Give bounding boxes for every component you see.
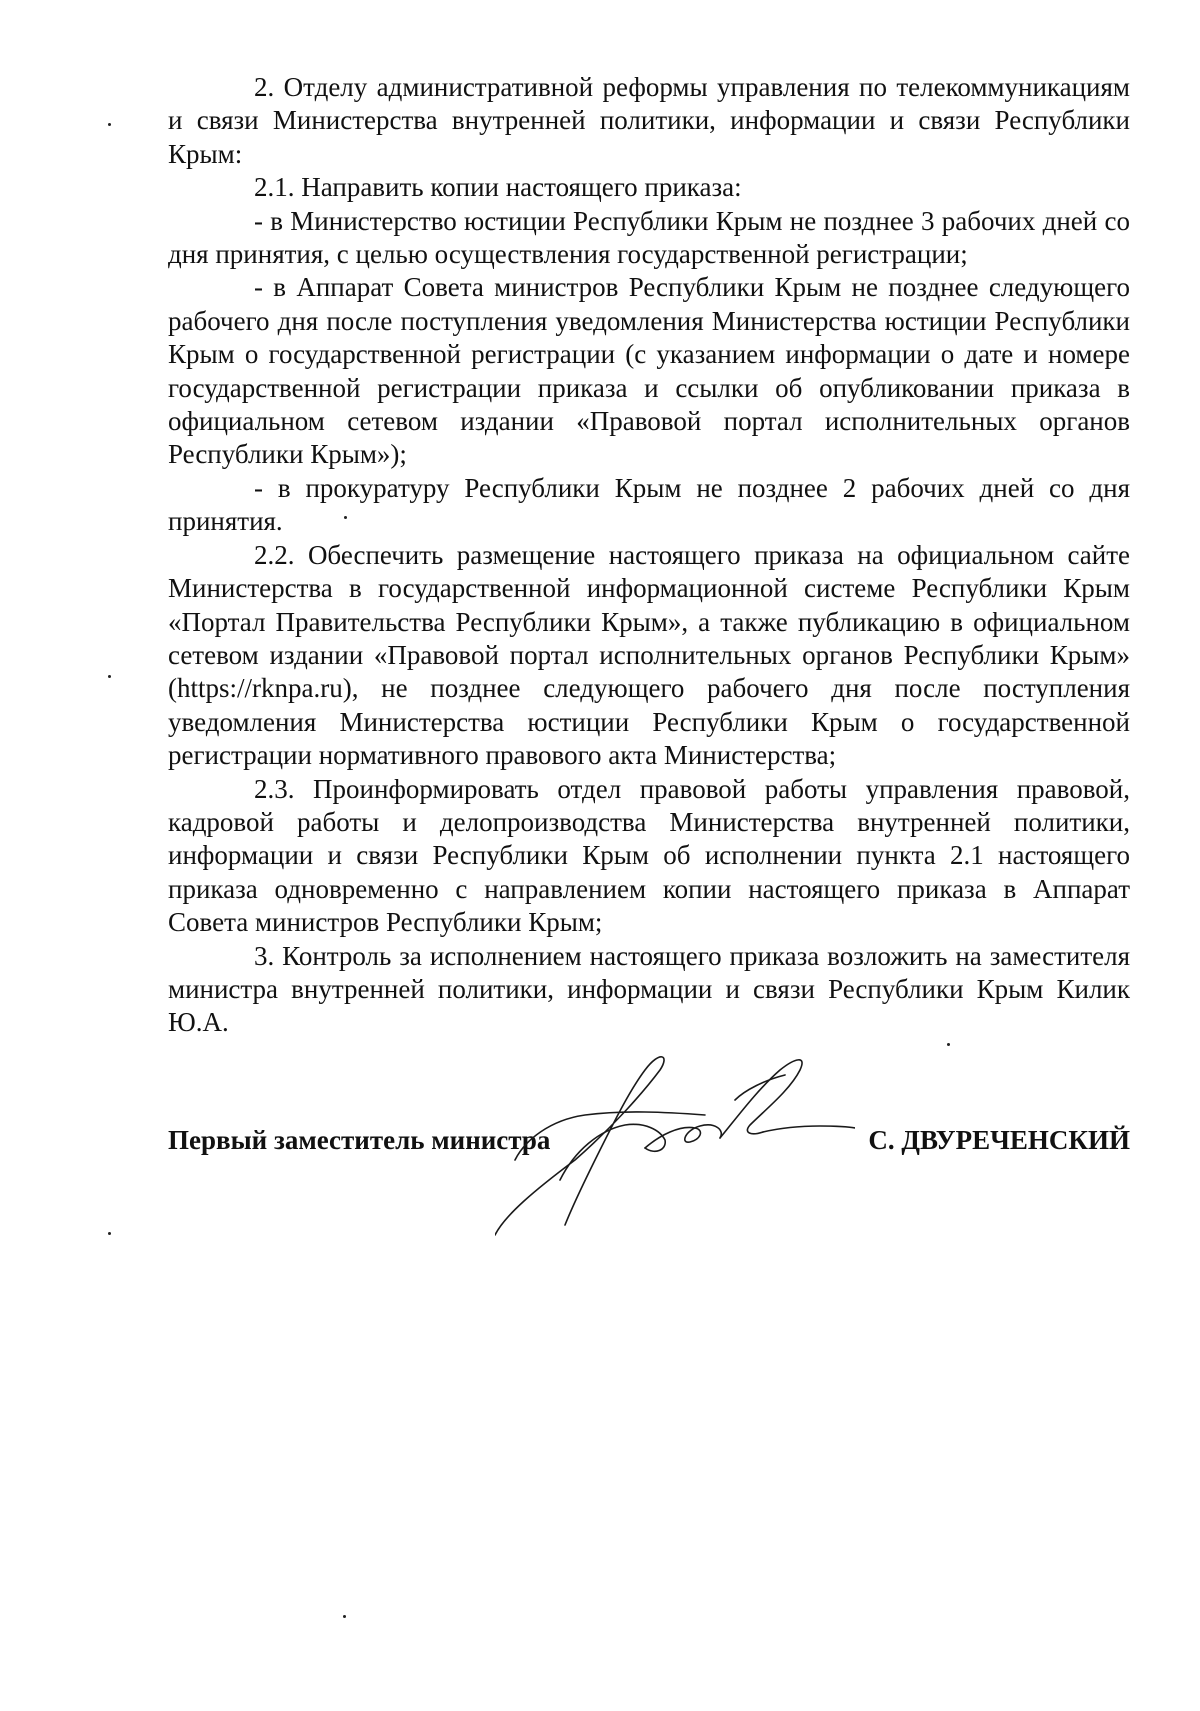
paragraph-2-3: 2.3. Проинформировать отдел правовой работы управления правовой, кадровой работы и делопроизводства Министерства внутренней политики, информации и связи Республики Крым об исполнении пункта 2.1 настоящего приказа одновременно с направлением копии настоящего приказа в Аппарат Совета министров Республики Крым; [168, 773, 1130, 938]
scan-artifact [344, 516, 347, 519]
scan-artifact [108, 1232, 111, 1235]
signatory-title: Первый заместитель министра [168, 1125, 551, 1155]
paragraph-3: 3. Контроль за исполнением настоящего приказа возложить на заместителя министра внутренней политики, информации и связи Республики Крым Килик Ю.А. [168, 940, 1130, 1038]
document-body [168, 71, 1130, 1040]
paragraph-2-1-a: - в Министерство юстиции Республики Крым не позднее 3 рабочих дней со дня принятия, с целью осуществления государственной регистрации; [168, 205, 1130, 270]
paragraph-2-2: 2.2. Обеспечить размещение настоящего приказа на официальном сайте Министерства в государственной информационной системе Республики Крым «Портал Правительства Республики Крым», а также публикацию в официальном сетевом издании «Правовой портал исполнительных органов Республики Крым» (https://rknpa.ru), не позднее следующего рабочего дня после поступления уведомления Министерства юстиции Республики Крым о государственной регистрации нормативного правового акта Министерства; [168, 539, 1130, 771]
handwritten-signature [495, 1030, 855, 1250]
paragraph-2: 2. Отделу административной реформы управления по телекоммуникациям и связи Министерства внутренней политики, информации и связи Республики Крым: [168, 72, 1130, 169]
paragraph-2-1-b: - в Аппарат Совета министров Республики Крым не позднее следующего рабочего дня после поступления уведомления Министерства юстиции Республики Крым о государственной регистрации (с указанием информации о дате и номере государственной регистрации приказа и ссылки об опубликовании приказа в официальном сетевом издании «Правовой портал исполнительных органов Республики Крым»); [168, 272, 1130, 470]
paragraph-2-1-c: - в прокуратуру Республики Крым не позднее 2 рабочих дней со дня принятия. [168, 472, 1130, 537]
scan-artifact [343, 1615, 346, 1618]
signatory-name: С. ДВУРЕЧЕНСКИЙ [868, 1125, 1130, 1155]
paragraph-2-1: 2.1. Направить копии настоящего приказа: [254, 172, 742, 203]
scan-artifact [108, 123, 111, 126]
scan-artifact [108, 675, 111, 678]
scan-artifact [947, 1043, 950, 1046]
